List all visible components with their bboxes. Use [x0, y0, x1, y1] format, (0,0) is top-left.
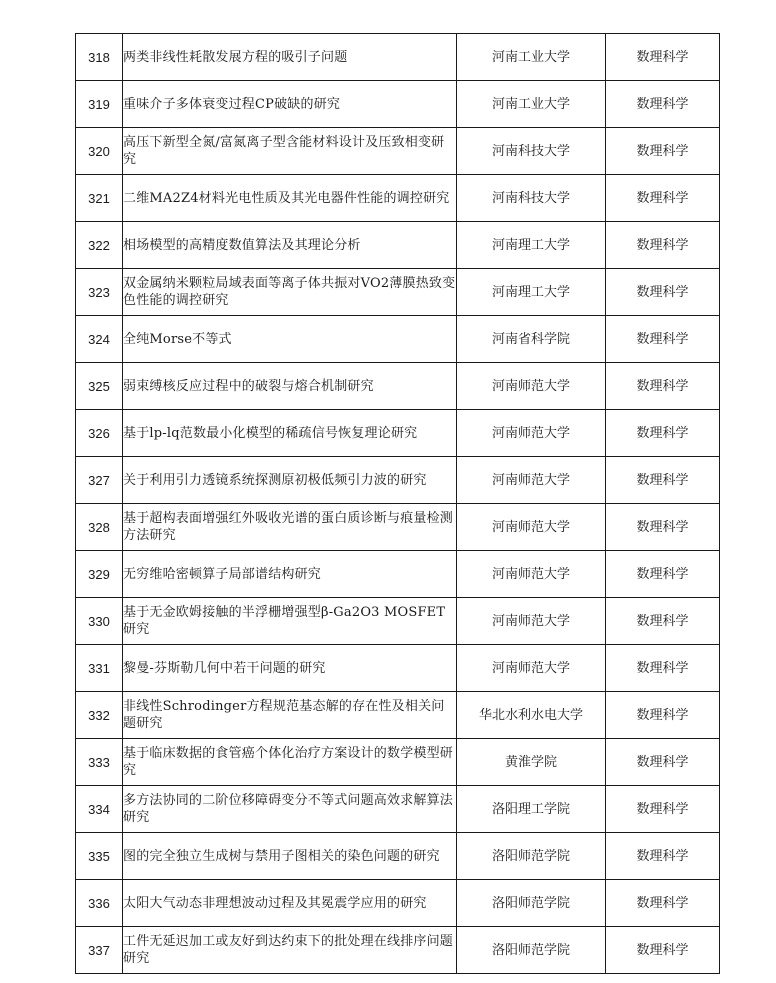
row-number-cell: 322	[76, 222, 123, 269]
row-number-cell: 326	[76, 410, 123, 457]
discipline-cell: 数理科学	[606, 598, 720, 645]
discipline-cell: 数理科学	[606, 175, 720, 222]
project-title-cell: 二维MA2Z4材料光电性质及其光电器件性能的调控研究	[123, 175, 457, 222]
institution-cell: 河南师范大学	[457, 598, 606, 645]
table-row	[76, 880, 720, 927]
project-title-cell: 基于lp-lq范数最小化模型的稀疏信号恢复理论研究	[123, 410, 457, 457]
discipline-cell: 数理科学	[606, 880, 720, 927]
project-title-cell: 关于利用引力透镜系统探测原初极低频引力波的研究	[123, 457, 457, 504]
project-title-cell: 相场模型的高精度数值算法及其理论分析	[123, 222, 457, 269]
institution-cell: 河南工业大学	[457, 34, 606, 81]
institution-cell: 洛阳理工学院	[457, 786, 606, 833]
institution-cell: 洛阳师范学院	[457, 880, 606, 927]
discipline-cell: 数理科学	[606, 833, 720, 880]
institution-cell: 河南师范大学	[457, 363, 606, 410]
table-row	[76, 833, 720, 880]
project-title-cell: 无穷维哈密顿算子局部谱结构研究	[123, 551, 457, 598]
table-row	[76, 551, 720, 598]
table-row	[76, 457, 720, 504]
project-title-cell: 基于超构表面增强红外吸收光谱的蛋白质诊断与痕量检测方法研究	[123, 504, 457, 551]
institution-cell: 河南师范大学	[457, 504, 606, 551]
project-title-cell: 非线性Schrodinger方程规范基态解的存在性及相关问题研究	[123, 692, 457, 739]
table-row	[76, 175, 720, 222]
discipline-cell: 数理科学	[606, 739, 720, 786]
discipline-cell: 数理科学	[606, 316, 720, 363]
discipline-cell: 数理科学	[606, 645, 720, 692]
discipline-cell: 数理科学	[606, 927, 720, 974]
table-row	[76, 269, 720, 316]
table-body	[76, 34, 720, 974]
table-row	[76, 128, 720, 175]
row-number-cell: 336	[76, 880, 123, 927]
discipline-cell: 数理科学	[606, 34, 720, 81]
table-row	[76, 363, 720, 410]
discipline-cell: 数理科学	[606, 269, 720, 316]
project-title-cell: 重味介子多体衰变过程CP破缺的研究	[123, 81, 457, 128]
table-row	[76, 222, 720, 269]
table-row	[76, 598, 720, 645]
row-number-cell: 325	[76, 363, 123, 410]
row-number-cell: 327	[76, 457, 123, 504]
institution-cell: 河南工业大学	[457, 81, 606, 128]
row-number-cell: 334	[76, 786, 123, 833]
table-row	[76, 692, 720, 739]
row-number-cell: 320	[76, 128, 123, 175]
institution-cell: 河南理工大学	[457, 269, 606, 316]
project-title-cell: 图的完全独立生成树与禁用子图相关的染色问题的研究	[123, 833, 457, 880]
project-title-cell: 工件无延迟加工或友好到达约束下的批处理在线排序问题研究	[123, 927, 457, 974]
institution-cell: 河南师范大学	[457, 645, 606, 692]
row-number-cell: 328	[76, 504, 123, 551]
institution-cell: 河南师范大学	[457, 551, 606, 598]
row-number-cell: 329	[76, 551, 123, 598]
row-number-cell: 337	[76, 927, 123, 974]
table-row	[76, 504, 720, 551]
institution-cell: 河南科技大学	[457, 128, 606, 175]
discipline-cell: 数理科学	[606, 222, 720, 269]
discipline-cell: 数理科学	[606, 457, 720, 504]
table-row	[76, 739, 720, 786]
institution-cell: 河南科技大学	[457, 175, 606, 222]
project-title-cell: 弱束缚核反应过程中的破裂与熔合机制研究	[123, 363, 457, 410]
institution-cell: 洛阳师范学院	[457, 927, 606, 974]
institution-cell: 黄淮学院	[457, 739, 606, 786]
row-number-cell: 319	[76, 81, 123, 128]
table-row	[76, 786, 720, 833]
project-title-cell: 太阳大气动态非理想波动过程及其冕震学应用的研究	[123, 880, 457, 927]
discipline-cell: 数理科学	[606, 692, 720, 739]
institution-cell: 河南理工大学	[457, 222, 606, 269]
project-title-cell: 多方法协同的二阶位移障碍变分不等式问题高效求解算法研究	[123, 786, 457, 833]
project-title-cell: 两类非线性耗散发展方程的吸引子问题	[123, 34, 457, 81]
row-number-cell: 321	[76, 175, 123, 222]
discipline-cell: 数理科学	[606, 551, 720, 598]
discipline-cell: 数理科学	[606, 81, 720, 128]
discipline-cell: 数理科学	[606, 786, 720, 833]
table-row	[76, 34, 720, 81]
institution-cell: 洛阳师范学院	[457, 833, 606, 880]
row-number-cell: 330	[76, 598, 123, 645]
institution-cell: 华北水利水电大学	[457, 692, 606, 739]
table-row	[76, 81, 720, 128]
table-row	[76, 645, 720, 692]
institution-cell: 河南师范大学	[457, 457, 606, 504]
institution-cell: 河南省科学院	[457, 316, 606, 363]
discipline-cell: 数理科学	[606, 128, 720, 175]
row-number-cell: 331	[76, 645, 123, 692]
row-number-cell: 335	[76, 833, 123, 880]
table-row	[76, 927, 720, 974]
institution-cell: 河南师范大学	[457, 410, 606, 457]
project-title-cell: 黎曼-芬斯勒几何中若干问题的研究	[123, 645, 457, 692]
project-title-cell: 双金属纳米颗粒局域表面等离子体共振对VO2薄膜热致变色性能的调控研究	[123, 269, 457, 316]
project-table	[75, 33, 720, 974]
row-number-cell: 332	[76, 692, 123, 739]
row-number-cell: 324	[76, 316, 123, 363]
table-row	[76, 316, 720, 363]
project-title-cell: 全纯Morse不等式	[123, 316, 457, 363]
discipline-cell: 数理科学	[606, 504, 720, 551]
project-title-cell: 基于临床数据的食管癌个体化治疗方案设计的数学模型研究	[123, 739, 457, 786]
project-title-cell: 基于无金欧姆接触的半浮栅增强型β-Ga2O3 MOSFET研究	[123, 598, 457, 645]
row-number-cell: 333	[76, 739, 123, 786]
table-row	[76, 410, 720, 457]
discipline-cell: 数理科学	[606, 363, 720, 410]
discipline-cell: 数理科学	[606, 410, 720, 457]
row-number-cell: 323	[76, 269, 123, 316]
row-number-cell: 318	[76, 34, 123, 81]
project-title-cell: 高压下新型全氮/富氮离子型含能材料设计及压致相变研究	[123, 128, 457, 175]
